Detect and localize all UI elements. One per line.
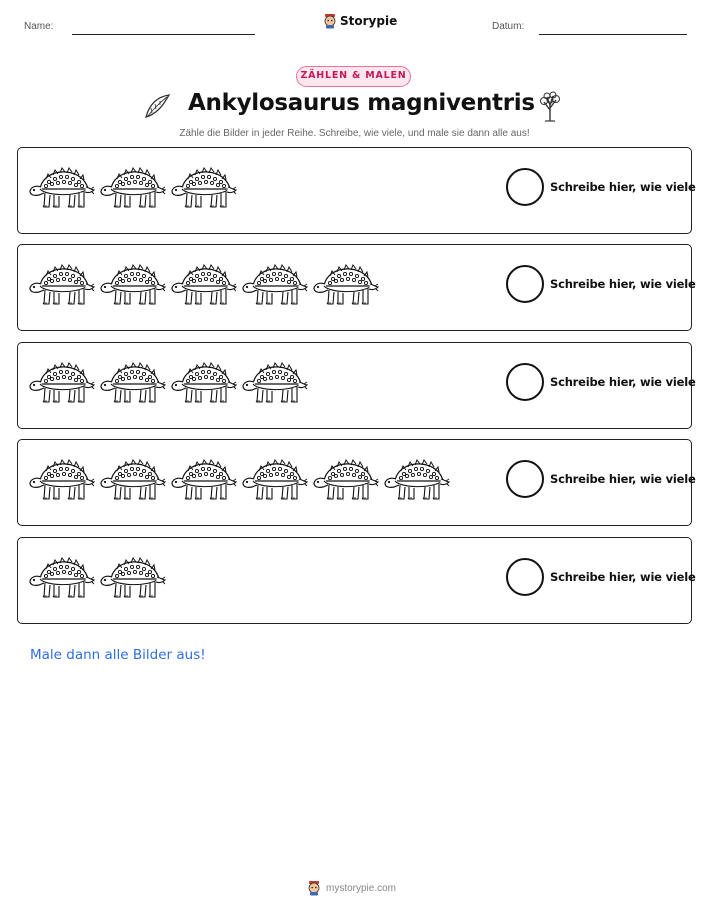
answer-label: Schreibe hier, wie viele xyxy=(550,277,696,291)
ankylosaurus-icon[interactable] xyxy=(99,262,166,310)
ankylosaurus-icon[interactable] xyxy=(28,555,95,603)
ankylosaurus-icon[interactable] xyxy=(241,262,308,310)
answer-label: Schreibe hier, wie viele xyxy=(550,375,696,389)
ankylosaurus-icon[interactable] xyxy=(241,457,308,505)
ankylosaurus-icon[interactable] xyxy=(28,457,95,505)
dino-group xyxy=(28,457,450,505)
ankylosaurus-icon[interactable] xyxy=(28,165,95,213)
ankylosaurus-icon[interactable] xyxy=(312,262,379,310)
ankylosaurus-icon[interactable] xyxy=(99,165,166,213)
counting-row xyxy=(17,147,696,234)
date-label: Datum: xyxy=(492,21,525,32)
counting-row xyxy=(17,439,696,526)
storypie-mascot-icon xyxy=(323,13,337,29)
category-badge: ZÄHLEN & MALEN xyxy=(296,66,411,87)
counting-row xyxy=(17,342,696,429)
ankylosaurus-icon[interactable] xyxy=(28,262,95,310)
answer-circle[interactable] xyxy=(506,363,544,401)
answer-label: Schreibe hier, wie viele xyxy=(550,180,696,194)
leaf-icon xyxy=(143,92,173,120)
name-line[interactable] xyxy=(72,34,255,35)
answer-circle[interactable] xyxy=(506,265,544,303)
counting-row xyxy=(17,244,696,331)
answer-circle[interactable] xyxy=(506,460,544,498)
dino-group xyxy=(28,262,379,310)
title-row xyxy=(0,90,709,124)
dino-group xyxy=(28,165,237,213)
tree-icon xyxy=(536,90,564,122)
footer xyxy=(307,880,396,896)
dino-group xyxy=(28,360,308,408)
date-line[interactable] xyxy=(539,34,687,35)
answer-label: Schreibe hier, wie viele xyxy=(550,570,696,584)
answer-circle[interactable] xyxy=(506,168,544,206)
ankylosaurus-icon[interactable] xyxy=(241,360,308,408)
ankylosaurus-icon[interactable] xyxy=(170,262,237,310)
paint-instruction: Male dann alle Bilder aus! xyxy=(30,647,206,663)
answer-circle[interactable] xyxy=(506,558,544,596)
footer-url: mystorypie.com xyxy=(326,882,397,894)
ankylosaurus-icon[interactable] xyxy=(28,360,95,408)
ankylosaurus-icon[interactable] xyxy=(99,360,166,408)
ankylosaurus-icon[interactable] xyxy=(99,457,166,505)
page-title: Ankylosaurus magniventris xyxy=(188,90,535,116)
ankylosaurus-icon[interactable] xyxy=(383,457,450,505)
ankylosaurus-icon[interactable] xyxy=(312,457,379,505)
ankylosaurus-icon[interactable] xyxy=(170,457,237,505)
brand-name: Storypie xyxy=(340,14,398,28)
storypie-mascot-icon xyxy=(307,880,321,896)
instructions: Zähle die Bilder in jeder Reihe. Schreibe, wie viele, und male sie dann alle aus! xyxy=(179,128,530,139)
ankylosaurus-icon[interactable] xyxy=(170,360,237,408)
name-label: Name: xyxy=(24,21,54,32)
ankylosaurus-icon[interactable] xyxy=(170,165,237,213)
brand-logo xyxy=(323,13,397,29)
dino-group xyxy=(28,555,166,603)
answer-label: Schreibe hier, wie viele xyxy=(550,472,696,486)
ankylosaurus-icon[interactable] xyxy=(99,555,166,603)
counting-row xyxy=(17,537,696,624)
